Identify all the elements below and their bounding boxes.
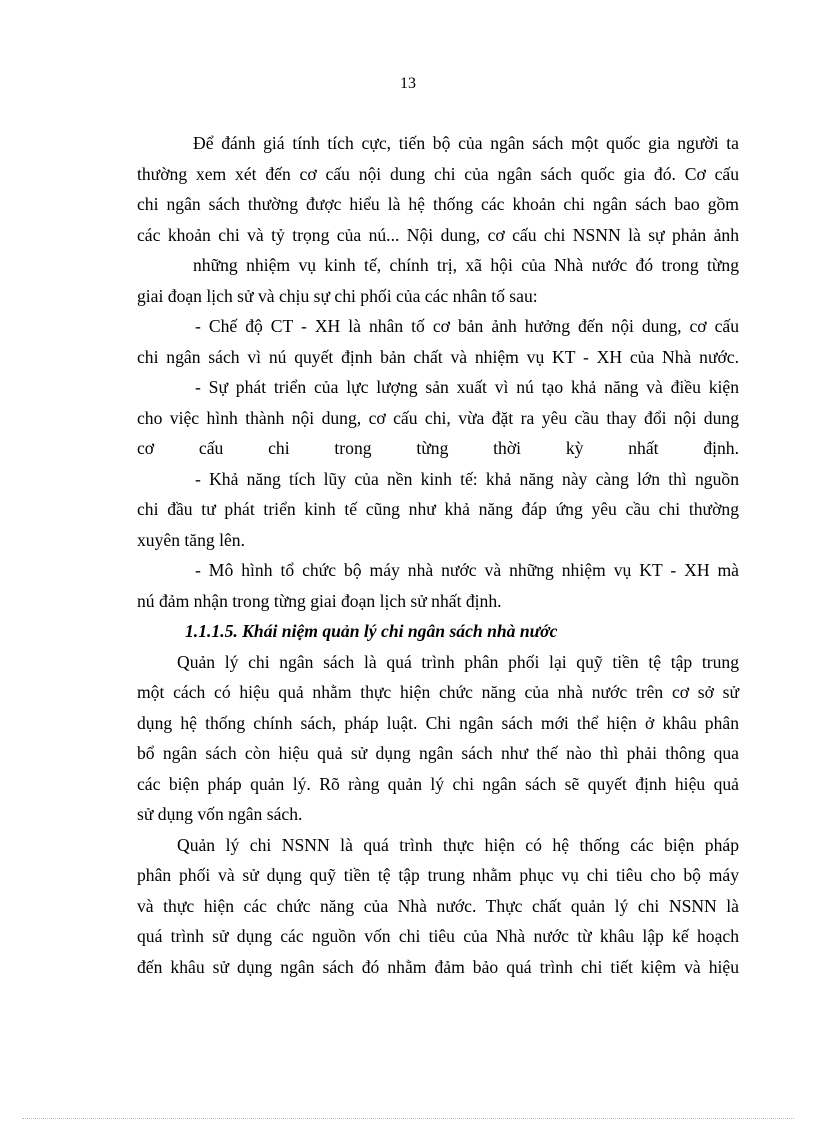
text-line: giai đoạn lịch sử và chịu sự chi phối của các nhân tố sau: (137, 285, 538, 306)
text-line: một cách có hiệu quả nhằm thực hiện chức năng của nhà nước trên cơ sở sử (137, 682, 739, 702)
text-line: quá trình sử dụng các nguồn vốn chi tiêu của Nhà nước từ khâu lập kế hoạch (137, 926, 739, 946)
text-line: - Mô hình tổ chức bộ máy nhà nước và những nhiệm vụ KT - XH mà (195, 560, 739, 580)
text-line: xuyên tăng lên. (137, 529, 245, 550)
text-line: các khoản chi và tỷ trọng của nú... Nội dung, cơ cấu chi NSNN là sự phản ảnh (137, 224, 739, 245)
document-body (137, 128, 739, 982)
text-line: nú đảm nhận trong từng giai đoạn lịch sử nhất định. (137, 590, 502, 611)
text-line: Để đánh giá tính tích cực, tiến bộ của ngân sách một quốc gia người ta (193, 133, 739, 153)
text-line: - Chế độ CT - XH là nhân tố cơ bản ảnh hưởng đến nội dung, cơ cấu (195, 316, 739, 336)
text-line: chi ngân sách thường được hiểu là hệ thống các khoản chi ngân sách bao gồm (137, 194, 739, 214)
text-line: - Sự phát triển của lực lượng sản xuất vì nú tạo khả năng và điều kiện (195, 377, 739, 397)
page-number: 13 (400, 75, 416, 92)
section-heading: 1.1.1.5. Khái niệm quản lý chi ngân sách nhà nước (185, 621, 558, 641)
text-line: và thực hiện các chức năng của Nhà nước. Thực chất quản lý chi NSNN là (137, 895, 739, 916)
text-line: Quản lý chi ngân sách là quá trình phân phối lại quỹ tiền tệ tập trung (177, 651, 739, 672)
text-line: những nhiệm vụ kinh tế, chính trị, xã hội của Nhà nước đó trong từng (193, 255, 739, 275)
text-line: bổ ngân sách còn hiệu quả sử dụng ngân sách như thế nào thì phải thông qua (137, 743, 739, 763)
text-line: chi ngân sách vì nú quyết định bản chất và nhiệm vụ KT - XH của Nhà nước. (137, 346, 739, 367)
text-line: phân phối và sử dụng quỹ tiền tệ tập trung nhằm phục vụ chi tiêu cho bộ máy (137, 865, 739, 885)
text-line: chi đầu tư phát triển kinh tế cũng như khả năng đáp ứng yêu cầu chi thường (137, 499, 739, 519)
text-line: dụng hệ thống chính sách, pháp luật. Chi ngân sách mới thể hiện ở khâu phân (137, 712, 739, 733)
page-bottom-divider (22, 1118, 794, 1119)
text-line: các biện pháp quản lý. Rõ ràng quản lý chi ngân sách sẽ quyết định hiệu quả (137, 773, 739, 794)
text-line: đến khâu sử dụng ngân sách đó nhằm đảm bảo quá trình chi tiết kiệm và hiệu (137, 956, 739, 977)
text-line: cơ cấu chi trong từng thời kỳ nhất định. (137, 438, 739, 458)
text-line: cho việc hình thành nội dung, cơ cấu chi, vừa đặt ra yêu cầu thay đổi nội dung (137, 407, 739, 428)
text-line: Quản lý chi NSNN là quá trình thực hiện có hệ thống các biện pháp (177, 834, 739, 855)
text-line: thường xem xét đến cơ cấu nội dung chi của ngân sách quốc gia đó. Cơ cấu (137, 163, 739, 184)
text-line: sử dụng vốn ngân sách. (137, 804, 303, 824)
text-line: - Khả năng tích lũy của nền kinh tế: khả năng này càng lớn thì nguồn (195, 468, 739, 489)
